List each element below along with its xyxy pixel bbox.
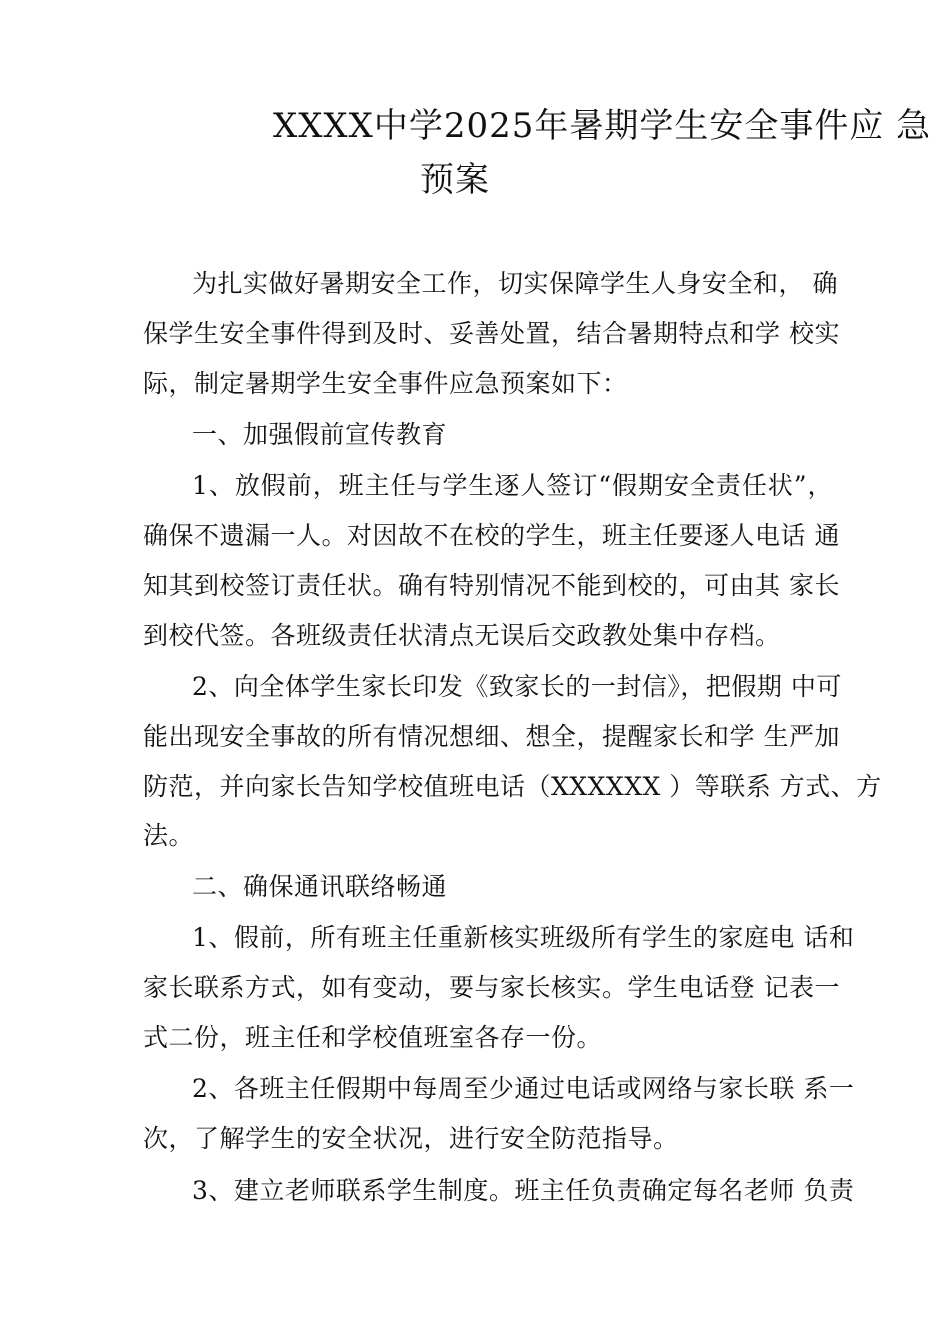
paragraph-line: 为扎实做好暑期安全工作，切实保障学生人身安全和， 确: [192, 269, 838, 298]
section-heading: 二、确保通讯联络畅通: [192, 872, 448, 901]
paragraph-line: 际，制定暑期学生安全事件应急预案如下：: [143, 369, 628, 398]
paragraph-line: 式二份，班主任和学校值班室各存一份。: [143, 1023, 603, 1052]
document-title-line-2: 预案: [420, 160, 490, 200]
paragraph-line: 2、向全体学生家长印发《致家长的一封信》，把假期 中可: [192, 672, 842, 701]
paragraph-line: 到校代签。各班级责任状清点无误后交政教处集中存档。: [143, 621, 781, 650]
paragraph-line: 保学生安全事件得到及时、妥善处置，结合暑期特点和学 校实: [143, 319, 840, 348]
paragraph-line: 3、建立老师联系学生制度。班主任负责确定每名老师 负责: [192, 1176, 855, 1205]
paragraph-line: 1、放假前，班主任与学生逐人签订“假期安全责任状”，: [192, 471, 833, 500]
paragraph-line: 次，了解学生的安全状况，进行安全防范指导。: [143, 1124, 679, 1153]
paragraph-line: 家长联系方式，如有变动，要与家长核实。学生电话登 记表一: [143, 973, 840, 1002]
paragraph-line: 知其到校签订责任状。确有特别情况不能到校的，可由其 家长: [143, 571, 840, 600]
paragraph-line: 1、假前，所有班主任重新核实班级所有学生的家庭电 话和: [192, 923, 855, 952]
document-title-line-1: XXXX中学2025年暑期学生安全事件应 急: [273, 106, 932, 146]
paragraph-line: 能出现安全事故的所有情况想细、想全，提醒家长和学 生严加: [143, 722, 840, 751]
paragraph-line: 2、各班主任假期中每周至少通过电话或网络与家长联 系一: [192, 1074, 855, 1103]
section-heading: 一、加强假前宣传教育: [192, 420, 448, 449]
paragraph-line: 法。: [143, 821, 195, 850]
paragraph-line: 确保不遗漏一人。对因故不在校的学生，班主任要逐人电话 通: [143, 521, 840, 550]
paragraph-line: 防范，并向家长告知学校值班电话（XXXXXX ）等联系 方式、方: [143, 772, 882, 801]
